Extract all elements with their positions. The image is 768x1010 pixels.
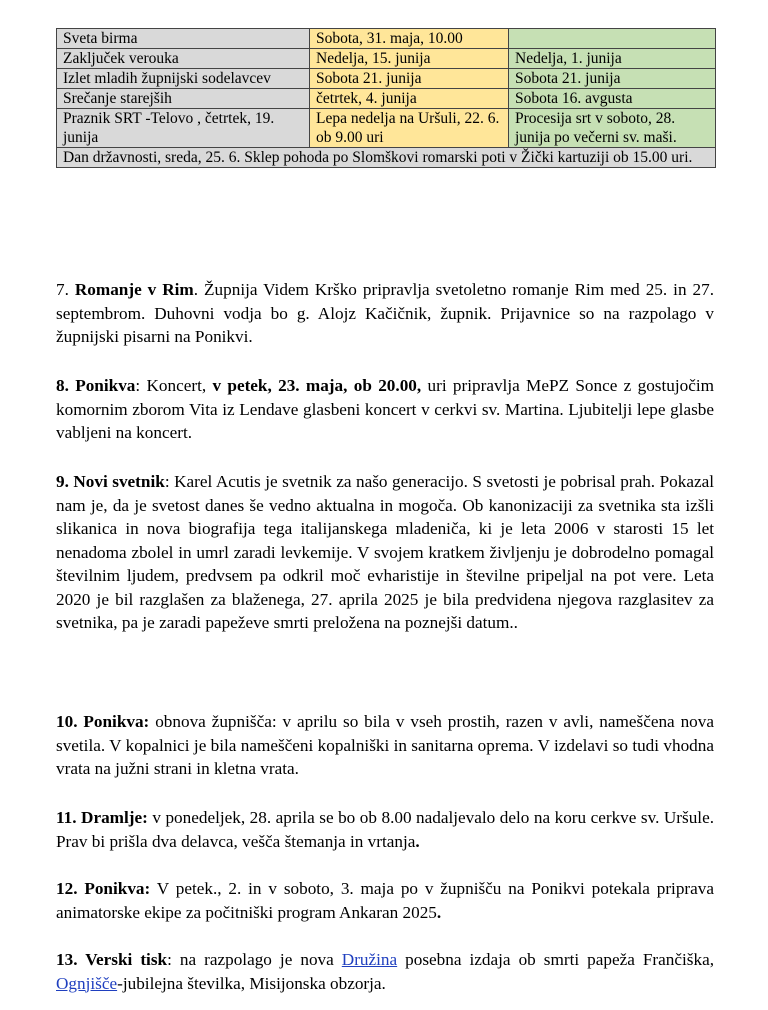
druzina-link[interactable]: Družina [341, 950, 398, 969]
item-title: Romanje v Rim [74, 280, 194, 299]
item-text: v ponedeljek, 28. aprila se bo ob 8.00 nadaljevalo delo na koru cerkve sv. Uršule. Prav bi prišla dva delavca, vešča štemanja in vrtanja [56, 808, 714, 851]
item-end-mark: . [415, 831, 420, 851]
table-cell-date: četrtek, 4. junija [310, 89, 509, 109]
table-cell-event: Izlet mladih župnijski sodelavcev [57, 69, 310, 89]
item-title: 8. Ponikva [56, 376, 136, 395]
ognjisce-link[interactable]: Ognjišče [56, 973, 118, 993]
item-text: posebna izdaja ob smrti papeža Frančiška, [397, 950, 714, 969]
table-row [57, 29, 716, 49]
item-end-mark: . [436, 902, 442, 922]
table-footer-row [57, 148, 716, 168]
item-text: uri pripravlja MePZ Sonce z gostujočim komornim zborom Vita iz Lendave glasbeni koncert v cerkvi sv. Martina. Ljubitelji lepe glasbe vabljeni na koncert. [56, 376, 714, 442]
table-cell-date: Sobota, 31. maja, 10.00 [310, 29, 509, 49]
table-row [57, 49, 716, 69]
item-number: 7. [56, 280, 69, 299]
schedule-table [56, 28, 716, 168]
table-cell-date-alt [509, 29, 716, 49]
table-cell-date-alt: Sobota 16. avgusta [509, 89, 716, 109]
item-text: : Koncert, [135, 376, 213, 395]
table-row [57, 69, 716, 89]
item-10-ponikva-obnova [56, 710, 714, 781]
table-cell-date: Nedelja, 15. junija [310, 49, 509, 69]
item-text: -jubilejna številka, Misijonska obzorja. [117, 973, 386, 993]
table-row [57, 109, 716, 148]
table-cell-date-alt: Procesija srt v soboto, 28. junija po večerni sv. maši. [509, 109, 716, 148]
item-title: 11. Dramlje: [56, 808, 148, 827]
item-7-romanje [56, 278, 714, 349]
table-cell-event: Srečanje starejših [57, 89, 310, 109]
item-text: obnova župnišča: v aprilu so bila v vseh prostih, razen v avli, nameščena nova svetila. V kopalnici je bila nameščeni kopalniški in sanitarna oprema. V izdelavi so tudi vhodna vrata na južni strani in kletna vrata. [56, 712, 714, 778]
item-12-ponikva-animatorji [56, 877, 714, 924]
table-cell-event: Zaključek verouka [57, 49, 310, 69]
table-row [57, 89, 716, 109]
item-11-dramlje [56, 806, 714, 853]
table-cell-date-alt: Sobota 21. junija [509, 69, 716, 89]
table-footer-cell: Dan državnosti, sreda, 25. 6. Sklep pohoda po Slomškovi romarski poti v Žički kartuziji ob 15.00 uri. [57, 148, 716, 168]
item-8-ponikva-koncert [56, 374, 714, 445]
item-title: 12. Ponikva: [56, 879, 151, 898]
item-title: 13. Verski tisk [56, 950, 168, 969]
item-text: : na razpolago je nova [167, 950, 342, 969]
item-highlight: v petek, 23. maja, ob 20.00, [212, 376, 422, 395]
item-13-verski-tisk [56, 948, 714, 995]
table-cell-event: Praznik SRT -Telovo , četrtek, 19. junija [57, 109, 310, 148]
item-title: 10. Ponikva: [56, 712, 150, 731]
item-text: V petek., 2. in v soboto, 3. maja po v župnišču na Ponikvi potekala priprava animatorske ekipe za počitniški program Ankaran 2025 [56, 879, 715, 922]
table-cell-date: Lepa nedelja na Uršuli, 22. 6. ob 9.00 uri [310, 109, 509, 148]
item-title: 9. Novi svetnik [56, 472, 165, 491]
table-cell-date: Sobota 21. junija [310, 69, 509, 89]
table-cell-event: Sveta birma [57, 29, 310, 49]
item-text: . Župnija Videm Krško pripravlja svetoletno romanje Rim med 25. in 27. septembrom. Duhovni vodja bo g. Alojz Kačičnik, župnik. Prijavnice so na razpolago v župnijski pisarni na Ponikvi. [56, 280, 715, 346]
table-cell-date-alt: Nedelja, 1. junija [509, 49, 716, 69]
item-text: : Karel Acutis je svetnik za našo generacijo. S svetosti je pobrisal prah. Pokazal nam je, da je svetost danes še vedno aktualna in mogoča. Ob kanonizaciji za svetnika sta izšli slikanica in nova biografija tega italijanskega mladeniča, ki je leta 2006 v starosti 15 let nenadoma zbolel in umrl zaradi levkemije. V svojem kratkem življenju je dobrodelno pomagal številnim ljudem, predvsem pa odkril moč evharistije in številne pripeljal na pot vere. Leta 2020 je bil razglašen za blaženega, 27. aprila 2025 je bila predvidena njegova razglasitev za svetnika, pa je zaradi papeževe smrti preložena na poznejši datum.. [56, 472, 715, 632]
item-9-novi-svetnik [56, 470, 714, 635]
